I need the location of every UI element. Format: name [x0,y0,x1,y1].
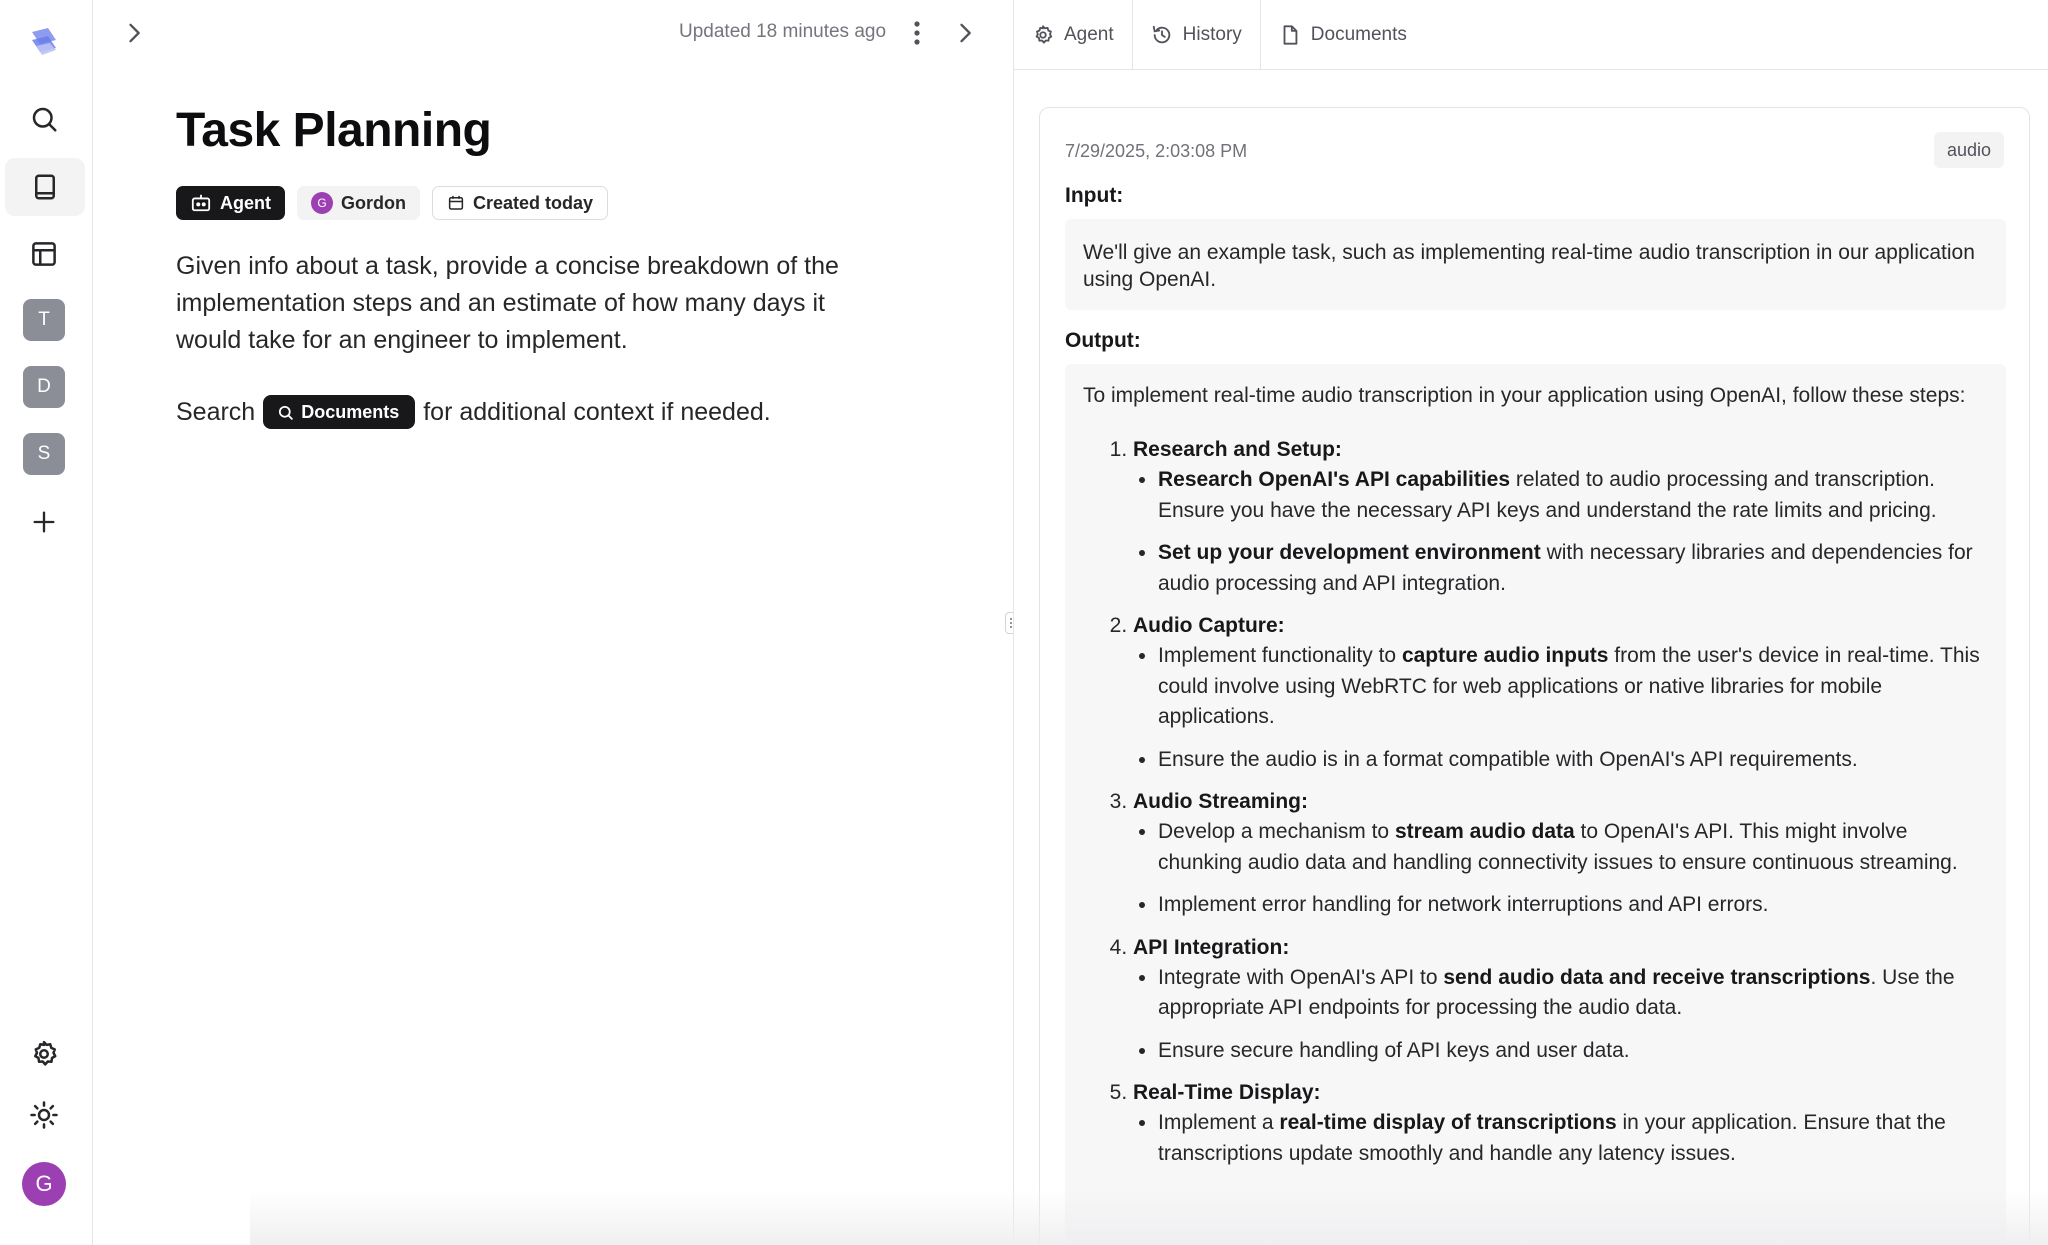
owner-name: Gordon [341,192,406,213]
bullet-emphasis: stream audio data [1394,820,1575,843]
left-rail [0,0,93,1245]
search-button[interactable] [22,97,66,141]
side-panel-tabs [1014,0,2048,70]
output-content [1065,364,2006,1245]
add-workspace-button[interactable] [22,500,66,544]
step-bullet: • Set up your development environment with necessary libraries and dependencies for audio processing and API integration. [1158,538,1988,599]
documents-chip-label: Documents [301,401,400,422]
tab-history[interactable] [1133,0,1261,69]
tab-documents-label: Documents [1310,23,1407,45]
more-options-button[interactable] [909,19,925,47]
step-bullet: • Develop a mechanism to stream audio data to OpenAI's API. This might involve chunking audio data and handling connectivity issues to ensure continuous streaming. [1158,817,1988,878]
step-bullet: • Ensure secure handling of API keys and user data. [1158,1036,1988,1067]
step-item [1133,435,1988,599]
plus-icon [30,508,58,536]
step-bullet: • Implement a real-time display of transcriptions in your application. Ensure that the transcriptions update smoothly and handle any latency issues. [1158,1108,1988,1169]
agent-badge-label: Agent [220,192,271,213]
step-bullets [1133,817,1988,921]
document-pane [94,0,1012,1245]
document-icon [1279,24,1301,46]
input-text: We'll give an example task, such as implementing real-time audio transcription in our application using OpenAI. [1065,219,2006,310]
updated-timestamp: Updated 18 minutes ago [679,21,887,42]
tab-agent-label: Agent [1064,23,1114,45]
metadata-badges [176,186,608,220]
owner-badge[interactable] [297,186,420,220]
documents-chip[interactable] [263,395,415,429]
step-title: Real-Time Display: [1133,1081,1321,1104]
tables-button[interactable] [22,232,66,276]
entry-timestamp: 7/29/2025, 2:03:08 PM [1065,141,1248,161]
step-title: API Integration: [1133,935,1290,959]
library-button[interactable] [5,158,85,216]
step-title: Audio Streaming: [1133,790,1309,813]
sun-icon [29,1100,59,1130]
step-bullet: • Research OpenAI's API capabilities related to audio processing and transcription. Ensure you have the necessary API keys and understand the rate limits and pricing. [1158,465,1988,526]
step-bullets [1133,465,1988,599]
step-item [1133,933,1988,1067]
calendar-icon [447,194,465,212]
output-intro: To implement real-time audio transcription in your application using OpenAI, follow these steps: [1083,384,1966,407]
step-title: Research and Setup: [1133,438,1342,461]
history-icon [1151,24,1173,46]
step-item [1133,787,1988,921]
table-icon [29,239,59,269]
search-icon [277,404,294,421]
step-bullet: • Implement functionality to capture audio inputs from the user's device in real-time. This could involve using WebRTC for web applications or native libraries for mobile applications. [1158,641,1988,733]
tab-history-label: History [1182,23,1242,45]
chevron-right-icon [951,19,979,47]
user-avatar[interactable]: G [22,1162,66,1206]
created-label: Created today [473,192,594,213]
search-prefix: Search [176,397,256,426]
more-vertical-icon [909,19,925,47]
owner-avatar: G [311,192,333,214]
step-bullet: • Implement error handling for network interruptions and API errors. [1158,890,1988,921]
tab-documents[interactable] [1261,0,1425,69]
step-bullet: • Integrate with OpenAI's API to send audio data and receive transcriptions. Use the appropriate API endpoints for processing the audio data. [1158,963,1988,1024]
bullet-emphasis: real-time display of transcriptions [1279,1111,1617,1134]
steps-list [1083,435,1988,1169]
app-logo[interactable] [22,20,66,64]
created-badge [432,186,608,220]
bot-icon [190,193,212,213]
search-icon [29,104,59,134]
settings-button[interactable] [22,1032,66,1076]
book-icon [30,172,60,202]
bullet-emphasis: Research OpenAI's API capabilities [1158,468,1511,491]
expand-sidebar-button[interactable] [120,19,148,47]
history-entry-card [1039,107,2030,1245]
entry-tag: audio [1934,132,2004,168]
step-title: Audio Capture: [1133,614,1285,637]
side-panel [1013,0,2048,1245]
output-label: Output: [1065,329,1141,352]
workspace-d[interactable]: D [23,366,65,408]
gear-icon [29,1039,59,1069]
chevron-right-icon [120,19,148,47]
gear-icon [1032,24,1054,46]
step-item [1133,611,1988,775]
prompt-description[interactable]: Given info about a task, provide a concise breakdown of the implementation steps and an estimate of how many days it would take for an engineer to implement. [176,252,839,354]
workspace-s[interactable]: S [23,433,65,475]
toggle-side-panel-button[interactable] [951,19,979,47]
workspace-t[interactable]: T [23,299,65,341]
document-toolbar [94,0,1012,66]
page-title[interactable]: Task Planning [176,104,492,157]
step-bullets [1133,641,1988,775]
step-bullets [1133,963,1988,1067]
step-bullets [1133,1108,1988,1169]
logo-icon [22,20,66,64]
step-item [1133,1078,1988,1169]
input-label: Input: [1065,184,1124,207]
bullet-emphasis: capture audio inputs [1401,644,1609,667]
step-bullet: • Ensure the audio is in a format compatible with OpenAI's API requirements. [1158,745,1988,776]
search-suffix: for additional context if needed. [423,397,771,426]
bullet-emphasis: send audio data and receive transcriptions [1443,965,1871,989]
bullet-emphasis: Set up your development environment [1158,541,1541,564]
tab-agent[interactable] [1014,0,1133,69]
search-instruction [176,395,771,429]
agent-badge[interactable] [176,186,285,220]
theme-toggle-button[interactable] [22,1093,66,1137]
